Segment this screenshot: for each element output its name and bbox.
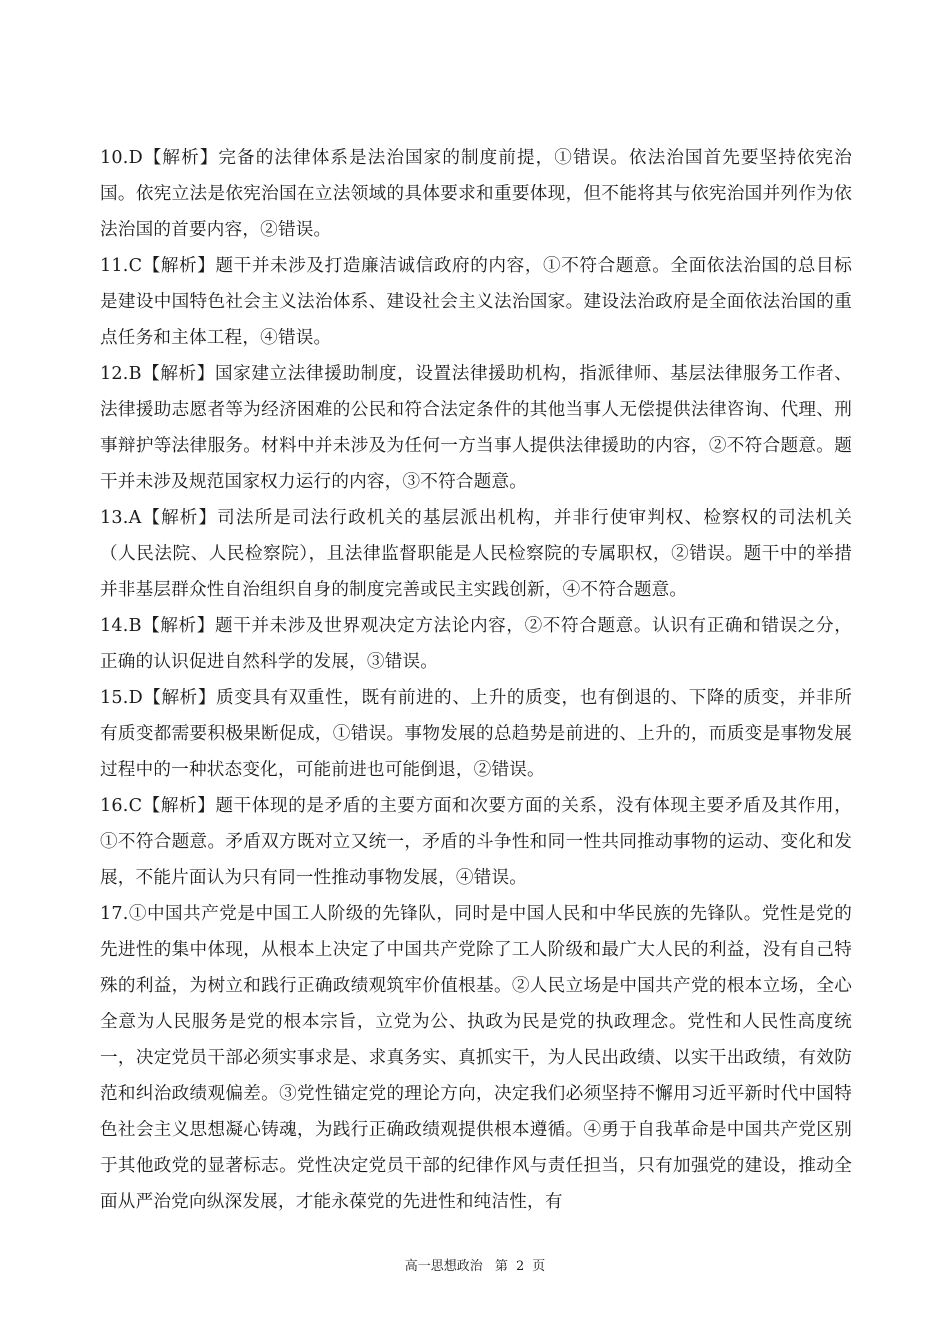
answer-item-11: 11.C【解析】题干并未涉及打造廉洁诚信政府的内容，①不符合题意。全面依法治国的总目标是建设中国特色社会主义法治体系、建设社会主义法治国家。建设法治政府是全面依法治国的重点任务和主体工程，④错误。 — [100, 256, 852, 348]
answer-item-13: 13.A【解析】司法所是司法行政机关的基层派出机构，并非行使审判权、检察权的司法机关（人民法院、人民检察院），且法律监督职能是人民检察院的专属职权，②错误。题干中的举措并非基层群众性自治组织自身的制度完善或民主实践创新，④不符合题意。 — [100, 508, 852, 600]
footer-subject: 高一思想政治 — [404, 1259, 483, 1274]
answer-item-10: 10.D【解析】完备的法律体系是法治国家的制度前提，①错误。依法治国首先要坚持依宪治国。依宪立法是依宪治国在立法领域的具体要求和重要体现，但不能将其与依宪治国并列作为依法治国的首要内容，②错误。 — [100, 148, 852, 240]
footer-page-suffix: 页 — [532, 1259, 546, 1274]
footer-page-number: 2 — [515, 1259, 525, 1274]
answer-item-17: 17.①中国共产党是中国工人阶级的先锋队，同时是中国人民和中华民族的先锋队。党性是党的先进性的集中体现，从根本上决定了中国共产党除了工人阶级和最广大人民的利益，没有自己特殊的利益，为树立和践行正确政绩观筑牢价值根基。②人民立场是中国共产党的根本立场，全心全意为人民服务是党的根本宗旨，立党为公、执政为民是党的执政理念。党性和人民性高度统一，决定党员干部必须实事求是、求真务实、真抓实干，为人民出政绩、以实干出政绩，有效防范和纠治政绩观偏差。③党性锚定党的理论方向，决定我们必须坚持不懈用习近平新时代中国特色社会主义思想凝心铸魂，为践行正确政绩观提供根本遵循。④勇于自我革命是中国共产党区别于其他政党的显著标志。党性决定党员干部的纪律作风与责任担当，只有加强党的建设，推动全面从严治党向纵深发展，才能永葆党的先进性和纯洁性，有 — [100, 904, 852, 1212]
answer-item-12: 12.B【解析】国家建立法律援助制度，设置法律援助机构，指派律师、基层法律服务工作者、法律援助志愿者等为经济困难的公民和符合法定条件的其他当事人无偿提供法律咨询、代理、刑事辩护等法律服务。材料中并未涉及为任何一方当事人提供法律援助的内容，②不符合题意。题干并未涉及规范国家权力运行的内容，③不符合题意。 — [100, 364, 852, 492]
answer-item-15: 15.D【解析】质变具有双重性，既有前进的、上升的质变，也有倒退的、下降的质变，并非所有质变都需要积极果断促成，①错误。事物发展的总趋势是前进的、上升的，而质变是事物发展过程中的一种状态变化，可能前进也可能倒退，②错误。 — [100, 688, 852, 780]
answer-content — [100, 140, 852, 1220]
footer-page-prefix: 第 — [494, 1259, 508, 1274]
page-footer — [0, 1255, 950, 1274]
answer-item-16: 16.C【解析】题干体现的是矛盾的主要方面和次要方面的关系，没有体现主要矛盾及其作用，①不符合题意。矛盾双方既对立又统一，矛盾的斗争性和同一性共同推动事物的运动、变化和发展，不能片面认为只有同一性推动事物发展，④错误。 — [100, 796, 852, 888]
answer-item-14: 14.B【解析】题干并未涉及世界观决定方法论内容，②不符合题意。认识有正确和错误之分，正确的认识促进自然科学的发展，③错误。 — [100, 616, 852, 672]
